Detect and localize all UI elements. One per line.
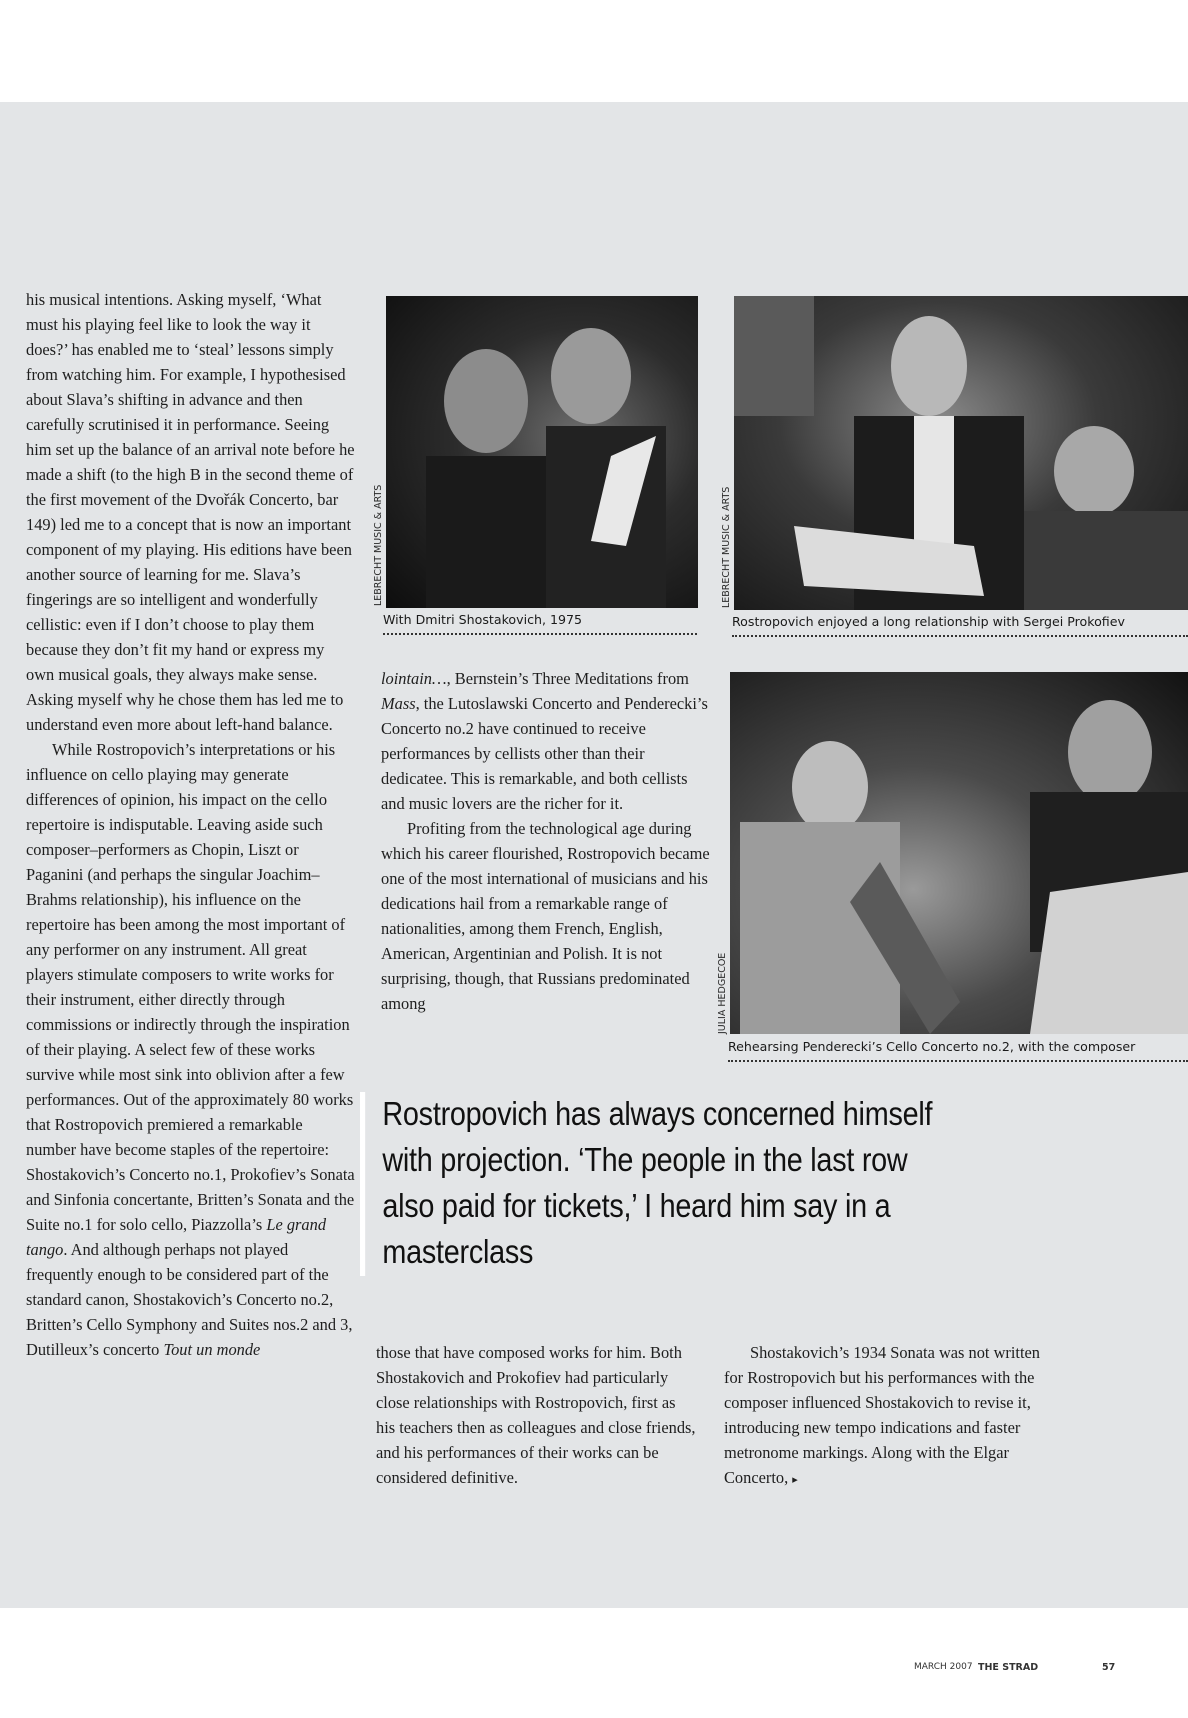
italic-title: Le grand tango [26, 1215, 327, 1259]
article-column-2 [381, 666, 711, 1016]
paragraph: those that have composed works for him. Both Shostakovich and Prokofiev had particularly close relationships with Rostropovich, first as his teachers then as colleagues and close friends, and his performances of their works can be considered definitive. [376, 1343, 696, 1487]
footer-magazine: THE STRAD [978, 1662, 1039, 1673]
photo-silhouettes [734, 296, 1188, 610]
text-run: While Rostropovich’s interpretations or his influence on cello playing may generate differences of opinion, his impact on the cello repertoire is indisputable. Leaving aside such composer–performers as Chopin, Liszt or Paganini (and perhaps the singular Joachim–Brahms relationship), his influence on the repertoire has been among the most important of any performer on any instrument. All great players stimulate composers to write works for their instrument, either directly through commissions or indirectly through the inspiration of their playing. A select few of these works survive while most sink into oblivion after a few performances. Out of the approximately 80 works that Rostropovich premiered a remarkable number have become staples of the repertoire: Shostakovich’s Concerto no.1, Prokofiev’s Sonata and Sinfonia concertante, Britten’s Sonata and the Suite no.1 for solo cello, Piazzolla’s [26, 740, 355, 1234]
photo-caption: With Dmitri Shostakovich, 1975 [383, 612, 697, 635]
article-column-1 [26, 287, 356, 1362]
pull-quote: Rostropovich has always concerned himself with projection. ‘The people in the last row also paid for tickets,’ I heard him say in a masterclass [360, 1092, 941, 1276]
photo-silhouettes [386, 296, 698, 608]
italic-title: Mass [381, 694, 416, 713]
paragraph [26, 737, 356, 1362]
paragraph: Profiting from the technological age during which his career flourished, Rostropovich became one of the most international of musicians and his dedications hail from a remarkable range of nationalities, among them French, English, American, Argentinian and Polish. It is not surprising, though, that Russians predominated among [381, 819, 710, 1013]
footer-date: MARCH 2007 [914, 1662, 973, 1672]
article-column-4 [724, 1340, 1044, 1493]
photo-prokofiev [734, 296, 1188, 610]
text-run: . And although perhaps not played frequently enough to be considered part of the standard canon, Shostakovich’s Concerto no.2, Britten’s Cello Symphony and Suites nos.2 and 3, Dutilleux’s concerto [26, 1240, 353, 1359]
paragraph [724, 1340, 1044, 1493]
page-number: 57 [1102, 1662, 1116, 1673]
photo-caption: Rehearsing Penderecki’s Cello Concerto no.2, with the composer [728, 1039, 1188, 1062]
arrow-right-icon: ▸ [792, 1474, 798, 1486]
photo-caption: Rostropovich enjoyed a long relationship with Sergei Prokofiev [732, 614, 1188, 637]
text-run: Shostakovich’s 1934 Sonata was not written for Rostropovich but his performances with the composer influenced Shostakovich to revise it, introducing new tempo indications and faster metronome markings. Along with the Elgar Concerto, [724, 1343, 1040, 1487]
photo-shostakovich [386, 296, 698, 608]
paragraph: his musical intentions. Asking myself, ‘What must his playing feel like to look the way it does?’ has enabled me to ‘steal’ lessons simply from watching him. For example, I hypothesised about Slava’s shifting in advance and then carefully scrutinised it in performance. Seeing him set up the balance of an arrival note before he made a shift (to the high B in the second theme of the first movement of the Dvořák Concerto, bar 149) led me to a concept that is now an important component of my playing. His editions have been another source of learning for me. Slava’s fingerings are so intelligent and wonderfully cellistic: even if I don’t choose to play them because they don’t fit my hand or express my own musical goals, they always make sense. Asking myself why he chose them has led me to understand even more about left-hand balance. [26, 290, 355, 734]
photo-credit: LEBRECHT MUSIC & ARTS [721, 486, 732, 608]
photo-silhouettes [730, 672, 1188, 1034]
text-run: , Bernstein’s Three Meditations from [446, 669, 689, 688]
photo-penderecki [730, 672, 1188, 1034]
paragraph [381, 666, 711, 816]
photo-credit: LEBRECHT MUSIC & ARTS [373, 484, 384, 606]
italic-title: Tout un monde [163, 1340, 261, 1359]
text-run: , the Lutoslawski Concerto and Penderecki’s Concerto no.2 have continued to receive performances by cellists other than their dedicatee. This is remarkable, and both cellists and music lovers are the richer for it. [381, 694, 708, 813]
photo-credit: JULIA HEDGECOE [717, 952, 728, 1034]
article-column-3 [376, 1340, 696, 1490]
italic-title: lointain… [381, 669, 447, 688]
